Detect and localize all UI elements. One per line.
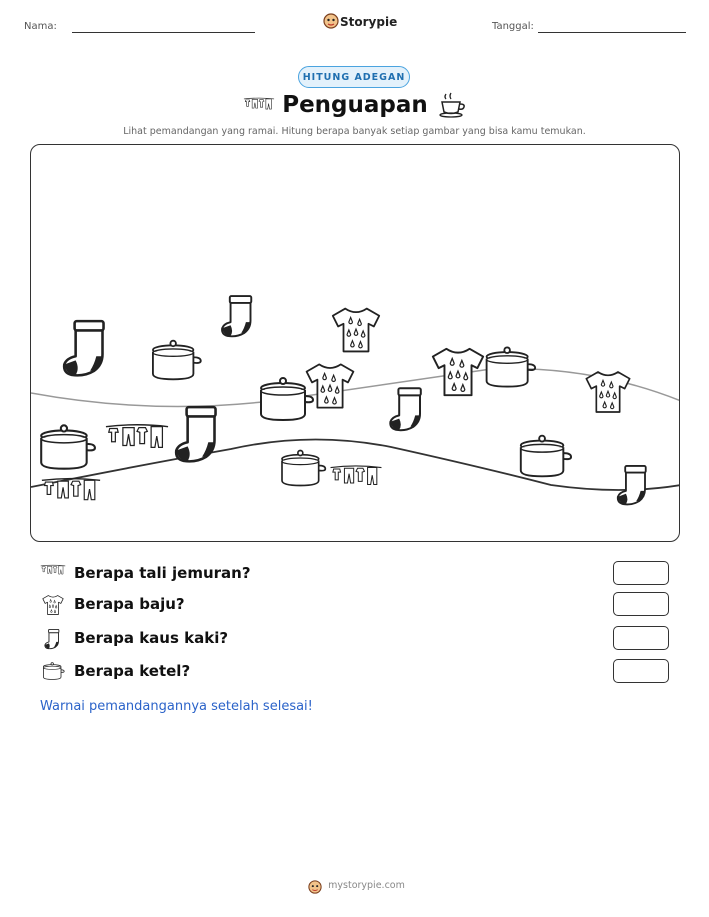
- answer-box-shirts[interactable]: [613, 592, 669, 616]
- pot-3: [487, 347, 536, 386]
- answer-box-socks[interactable]: [613, 626, 669, 650]
- question-socks: [40, 626, 670, 652]
- pot-icon: [40, 661, 66, 683]
- sock-icon: [40, 628, 66, 650]
- storypie-logo-icon: [323, 13, 339, 29]
- name-label: Nama:: [24, 21, 57, 32]
- clothesline-3: [42, 479, 100, 500]
- footer-url-text[interactable]: mystorypie.com: [328, 880, 405, 891]
- shirt-4: [586, 372, 629, 412]
- shirt-icon: [40, 594, 66, 616]
- pot-1: [153, 341, 201, 380]
- page-title: Penguapan: [282, 92, 428, 118]
- clothesline-2: [331, 466, 382, 485]
- steaming-cup-icon: [438, 92, 466, 118]
- sock-1: [64, 321, 103, 375]
- question-text: Berapa ketel?: [74, 662, 191, 680]
- question-text: Berapa tali jemuran?: [74, 564, 251, 582]
- question-shirts: [40, 592, 670, 618]
- question-text: Berapa baju?: [74, 595, 185, 613]
- answer-box-clotheslines[interactable]: [613, 561, 669, 585]
- date-line[interactable]: [538, 32, 686, 33]
- front-hill-line: [31, 439, 680, 490]
- answer-box-pots[interactable]: [613, 659, 669, 683]
- counting-scene[interactable]: [30, 144, 680, 542]
- pot-5: [282, 451, 325, 486]
- pot-4: [41, 425, 95, 468]
- instructions: Lihat pemandangan yang ramai. Hitung berapa banyak setiap gambar yang bisa kamu temukan.: [123, 126, 586, 137]
- date-label: Tanggal:: [492, 21, 534, 32]
- pot-2: [261, 378, 313, 420]
- sock-4: [390, 388, 420, 430]
- back-hill-line: [31, 369, 680, 407]
- question-clotheslines: [40, 561, 670, 587]
- footer-url[interactable]: [0, 880, 709, 891]
- shirt-3: [433, 349, 483, 395]
- name-line[interactable]: [72, 32, 255, 33]
- clothesline-icon: [40, 563, 66, 585]
- coloring-note: Warnai pemandangannya setelah selesai!: [40, 699, 313, 714]
- shirt-1: [333, 309, 379, 352]
- sock-3: [176, 407, 215, 461]
- sock-5: [618, 466, 646, 505]
- sock-2: [222, 296, 251, 336]
- brand-name: Storypie: [340, 15, 398, 29]
- question-text: Berapa kaus kaki?: [74, 629, 229, 647]
- clothesline-1: [106, 425, 168, 448]
- question-pots: [40, 659, 670, 685]
- activity-badge: HITUNG ADEGAN: [298, 66, 410, 88]
- pot-6: [521, 436, 571, 477]
